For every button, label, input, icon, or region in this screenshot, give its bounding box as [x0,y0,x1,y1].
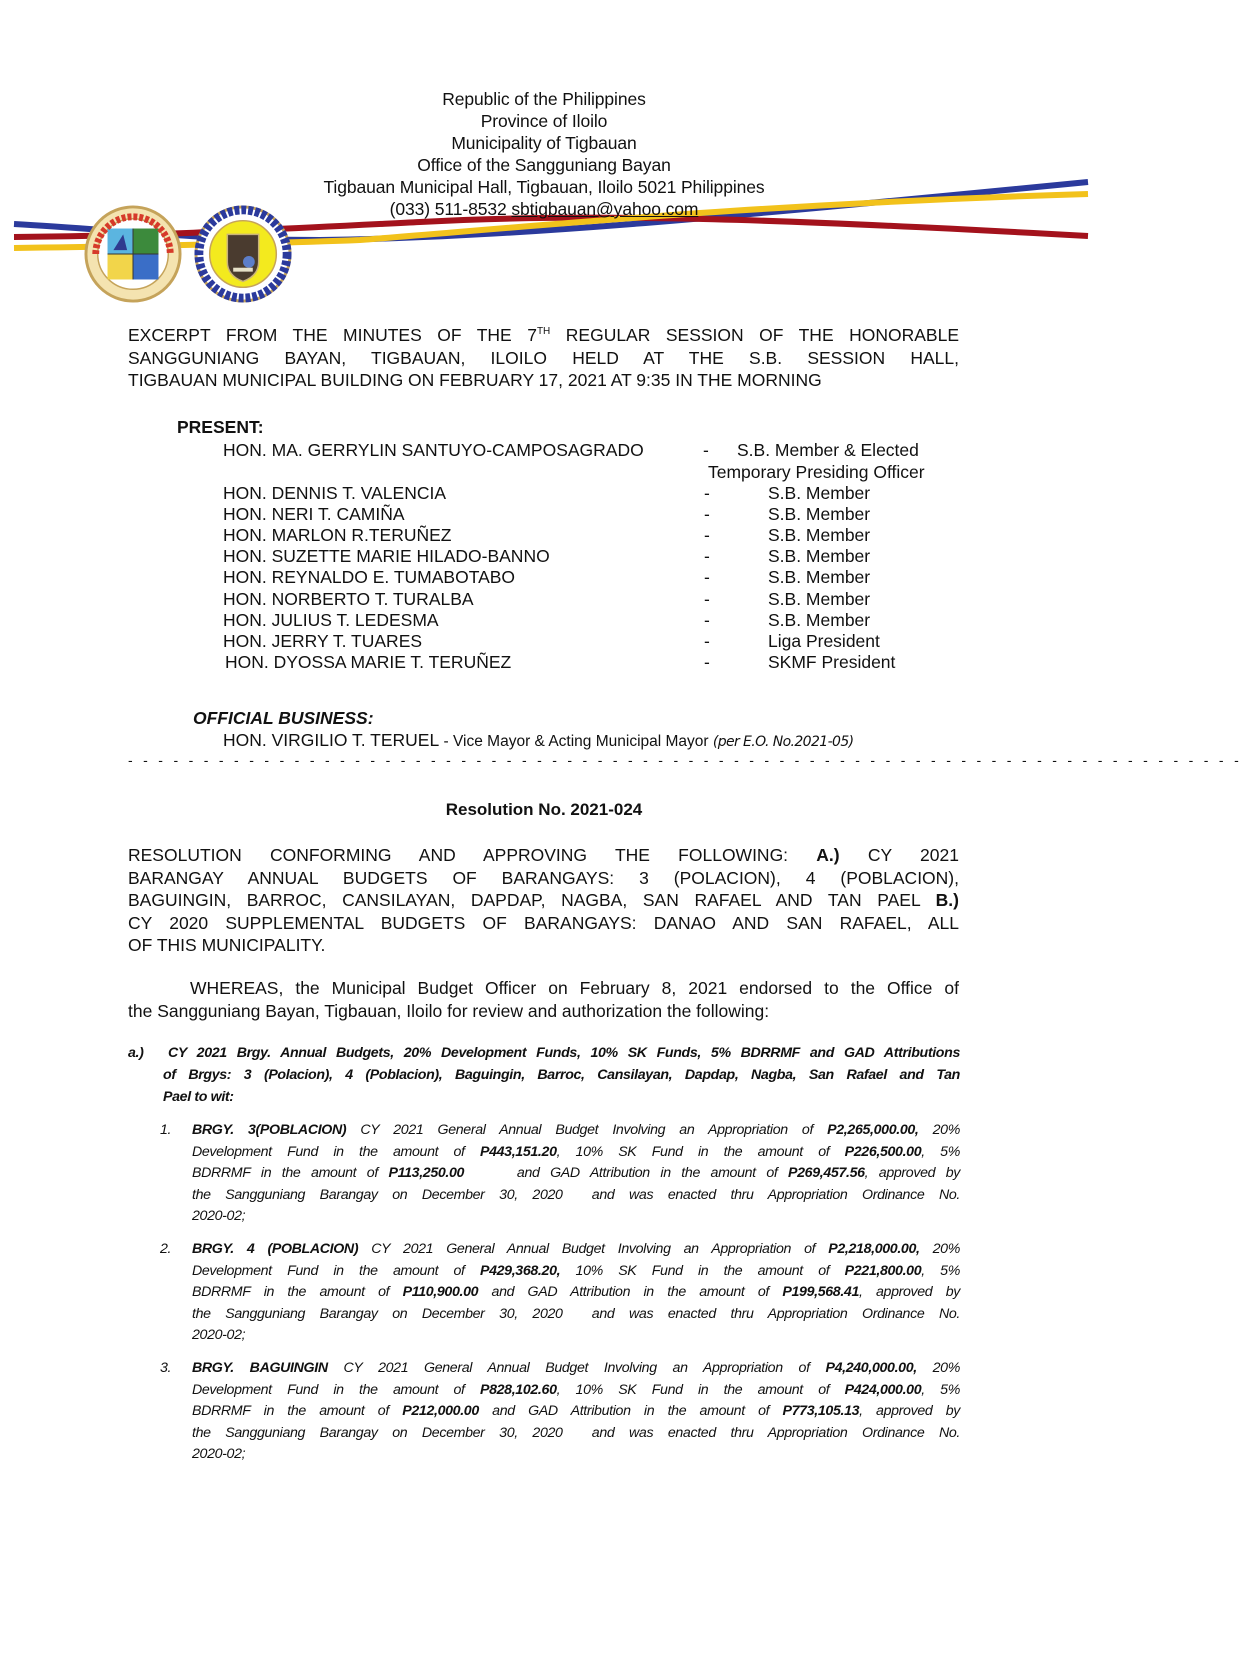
letterhead-line: Republic of the Philippines [442,89,646,109]
item-line [192,1120,960,1142]
attendee-role: Liga President [768,631,880,651]
attendee-role: S.B. Member [768,525,871,545]
letterhead-line: Office of the Sangguniang Bayan [417,155,671,175]
sk-fund-amount: P221,800.00 [844,1262,922,1279]
attendee-name: HON. NERI T. CAMIÑA [223,504,405,524]
phrase-text: , approved by [859,1403,961,1420]
excerpt-text: REGULAR SESSION OF THE HONORABLE [550,325,959,345]
item-line [192,1423,960,1445]
item-body [192,1120,960,1228]
attendee-row [223,588,963,610]
attendee-role: S.B. Member & Elected [737,440,919,460]
resolution-title-line [128,844,959,867]
phrase-text: Development Fund in the amount of [192,1381,480,1398]
phone-number: (033) 511-8532 [389,199,507,219]
attendee-dash: - [704,631,710,651]
attendee-row [223,545,963,567]
official-business-name: HON. VIRGILIO T. TERUEL [223,730,440,750]
resolution-number: Resolution No. 2021-024 [445,800,643,819]
phrase-text: CY 2021 General Annual Budget Involving an Appropriation of [327,1360,826,1376]
official-business-heading: OFFICIAL BUSINESS: [193,708,374,728]
punctuation: , [556,1381,561,1398]
item-line [192,1261,960,1283]
item-body [192,1358,960,1466]
item-line [192,1444,960,1466]
barangay-name: BRGY. 3(POBLACION) [192,1122,347,1138]
resolution-title [128,844,959,957]
phrase-text: CY 2021 General Annual Budget Involving an Appropriation of [358,1241,829,1257]
item-line [192,1325,960,1347]
item-line [192,1163,960,1185]
excerpt-line-3: TIGBAUAN MUNICIPAL BUILDING ON FEBRUARY 17, 2021 AT 9:35 IN THE MORNING [128,370,822,390]
attendee-dash: - [704,610,710,630]
resolution-title-line: OF THIS MUNICIPALITY. [128,935,326,955]
appropriation-amount: P4,240,000.00, [825,1360,917,1376]
executive-order-note: (per E.O. No.2021-05) [712,734,854,750]
official-business-role: - Vice Mayor & Acting Municipal Mayor [439,733,713,750]
attendee-role: S.B. Member [768,589,871,609]
phrase-text: BDRRMF in the amount of [192,1284,403,1301]
attendee-name: HON. JULIUS T. LEDESMA [223,610,439,630]
phrase-text: 20% [919,1241,960,1257]
bdrrmf-amount: P113,250.00 [388,1165,465,1182]
approval-text: the Sangguniang Barangay on December 30, 2020 and was enacted thru Appropriation Ordinance No. [192,1186,960,1203]
attendee-name: HON. NORBERTO T. TURALBA [223,589,474,609]
phrase-text: 10% SK Fund in the amount of [560,1381,845,1398]
bdrrmf-amount: P110,900.00 [402,1284,479,1301]
phrase-text: and GAD Attribution in the amount of [506,1165,789,1182]
attendee-dash: - [704,504,710,524]
phrase-text: 10% SK Fund in the amount of [560,1143,845,1160]
ordinal-superscript: TH [536,326,551,337]
attendee-row [223,630,963,652]
gad-amount: P269,457.56 [788,1165,865,1182]
attendee-role: S.B. Member [768,567,871,587]
attendee-role: S.B. Member [768,610,871,630]
whereas-line-2: the Sangguniang Bayan, Tigbauan, Iloilo for review and authorization the following: [128,1000,770,1021]
attendee-role-continued [223,461,963,483]
item-line [192,1206,960,1228]
attendee-name: HON. SUZETTE MARIE HILADO-BANNO [223,546,550,566]
barangay-name: BRGY. 4 (POBLACION) [192,1241,359,1257]
item-a-text [163,1042,960,1108]
phrase-text: and GAD Attribution in the amount of [478,1403,783,1420]
attendee-dash: - [704,483,710,503]
phrase-text: , 5% [921,1143,960,1160]
present-heading: PRESENT: [177,417,264,437]
excerpt-line-1 [128,324,959,347]
attendee-row [223,524,963,546]
phrase-text: BDRRMF in the amount of [192,1403,403,1420]
attendee-dash: - [704,589,710,609]
development-fund-amount: P429,368.20, [479,1262,561,1279]
contact-line [0,198,1088,220]
ordinance-number: 2020-02; [192,1446,246,1463]
phrase-text: , approved by [859,1284,961,1301]
letterhead-line: Tigbauan Municipal Hall, Tigbauan, Iloilo 5021 Philippines [323,177,765,197]
attendee-name: HON. DENNIS T. VALENCIA [223,483,447,503]
dashed-separator: - - - - - - - - - - - - - - - - - - - - - - - - - - - - - - - - - - - - - - - - - - - - - - - - - - - - - - - - - - - - - - - - - - - - - - - - - - [128,752,1242,768]
ordinance-number: 2020-02; [192,1327,246,1344]
excerpt-text: EXCERPT FROM THE MINUTES OF THE 7 [128,325,537,345]
attendee-role-line-2: Temporary Presiding Officer [708,462,925,482]
attendee-row [223,503,963,525]
phrase-text: , 5% [921,1381,960,1398]
item-number: 2. [160,1241,172,1257]
phrase-text: BDRRMF in the amount of [192,1165,389,1182]
resolution-title-line: BARANGAY ANNUAL BUDGETS OF BARANGAYS: 3 (POLACION), 4 (POBLACION), [128,867,959,888]
attendee-dash: - [704,525,710,545]
phrase-text: , approved by [864,1165,961,1182]
attendee-name: HON. JERRY T. TUARES [223,631,423,651]
item-line [192,1142,960,1164]
item-line [192,1239,960,1261]
attendee-row [223,651,963,673]
attendee-name: HON. MARLON R.TERUÑEZ [223,525,452,545]
item-number: 1. [160,1122,172,1138]
attendee-dash: - [704,567,710,587]
development-fund-amount: P828,102.60 [479,1381,557,1398]
attendee-dash: - [704,652,710,672]
gad-amount: P199,568.41 [782,1284,860,1301]
ordinance-number: 2020-02; [192,1208,246,1225]
attendee-dash: - [704,546,710,566]
phrase-text: Development Fund in the amount of [192,1262,480,1279]
spacing [464,1165,506,1181]
item-line [192,1185,960,1207]
excerpt-heading [128,324,959,392]
phrase-text: Development Fund in the amount of [192,1143,480,1160]
title-text: RESOLUTION CONFORMING AND APPROVING THE FOLLOWING: [128,845,817,865]
gad-amount: P773,105.13 [782,1403,860,1420]
item-line [192,1401,960,1423]
phrase-text: and GAD Attribution in the amount of [478,1284,783,1301]
title-text: BAGUINGIN, BARROC, CANSILAYAN, DAPDAP, NAGBA, SAN RAFAEL AND TAN PAEL [128,890,936,910]
attendee-row [223,482,963,504]
approval-text: the Sangguniang Barangay on December 30, 2020 and was enacted thru Appropriation Ordinance No. [192,1305,960,1322]
attendee-row [223,566,963,588]
appropriation-amount: P2,218,000.00, [828,1241,920,1257]
bdrrmf-amount: P212,000.00 [402,1403,479,1420]
resolution-title-line [128,889,959,912]
title-text: CY 2021 [839,845,959,865]
sk-fund-amount: P226,500.00 [844,1143,922,1160]
sk-fund-amount: P424,000.00 [844,1381,922,1398]
item-body [192,1239,960,1347]
attendee-name: HON. REYNALDO E. TUMABOTABO [223,567,516,587]
attendee-role: S.B. Member [768,504,871,524]
letterhead [0,88,1088,220]
item-a-label: a.) [128,1045,144,1061]
attendee-row [223,609,963,631]
excerpt-line-2: SANGGUNIANG BAYAN, TIGBAUAN, ILOILO HELD AT THE S.B. SESSION HALL, [128,347,959,368]
item-a-line: of Brgys: 3 (Polacion), 4 (Poblacion), Baguingin, Barroc, Cansilayan, Dapdap, Nagba, San Rafael and Tan [163,1067,960,1083]
official-business-row [223,730,854,751]
title-marker-a: A.) [816,845,840,865]
item-a-line: Pael to wit: [163,1089,234,1105]
title-marker-b: B.) [935,890,959,910]
attendee-name: HON. DYOSSA MARIE T. TERUÑEZ [225,652,512,672]
barangay-name: BRGY. BAGUINGIN [192,1360,328,1376]
item-line [192,1380,960,1402]
phrase-text: , 5% [921,1262,960,1279]
attendee-name: HON. MA. GERRYLIN SANTUYO-CAMPOSAGRADO [223,440,644,460]
item-line [192,1282,960,1304]
attendee-dash: - [703,440,709,460]
letterhead-line: Province of Iloilo [480,111,608,131]
resolution-title-line: CY 2020 SUPPLEMENTAL BUDGETS OF BARANGAYS: DANAO AND SAN RAFAEL, ALL [128,912,959,933]
approval-text: the Sangguniang Barangay on December 30, 2020 and was enacted thru Appropriation Ordinance No. [192,1424,960,1441]
whereas-line-1: WHEREAS, the Municipal Budget Officer on February 8, 2021 endorsed to the Office of [190,978,959,998]
attendee-row [223,439,963,461]
punctuation: , [556,1143,561,1160]
appropriation-amount: P2,265,000.00, [827,1122,919,1138]
development-fund-amount: P443,151.20 [479,1143,557,1160]
item-number: 3. [160,1360,172,1376]
email-link[interactable]: sbtigbauan@yahoo.com [511,199,699,219]
item-line [192,1304,960,1326]
phrase-text: CY 2021 General Annual Budget Involving an Appropriation of [346,1122,828,1138]
attendee-role: S.B. Member [768,483,871,503]
letterhead-line: Municipality of Tigbauan [451,133,637,153]
attendee-role: S.B. Member [768,546,871,566]
phrase-text: 20% [918,1122,960,1138]
whereas-clause [128,977,959,1022]
attendee-role: SKMF President [768,652,896,672]
item-line [192,1358,960,1380]
phrase-text: 10% SK Fund in the amount of [560,1262,845,1279]
phrase-text: 20% [916,1360,960,1376]
item-a-line: CY 2021 Brgy. Annual Budgets, 20% Development Funds, 10% SK Funds, 5% BDRRMF and GAD Attributions [168,1045,960,1061]
